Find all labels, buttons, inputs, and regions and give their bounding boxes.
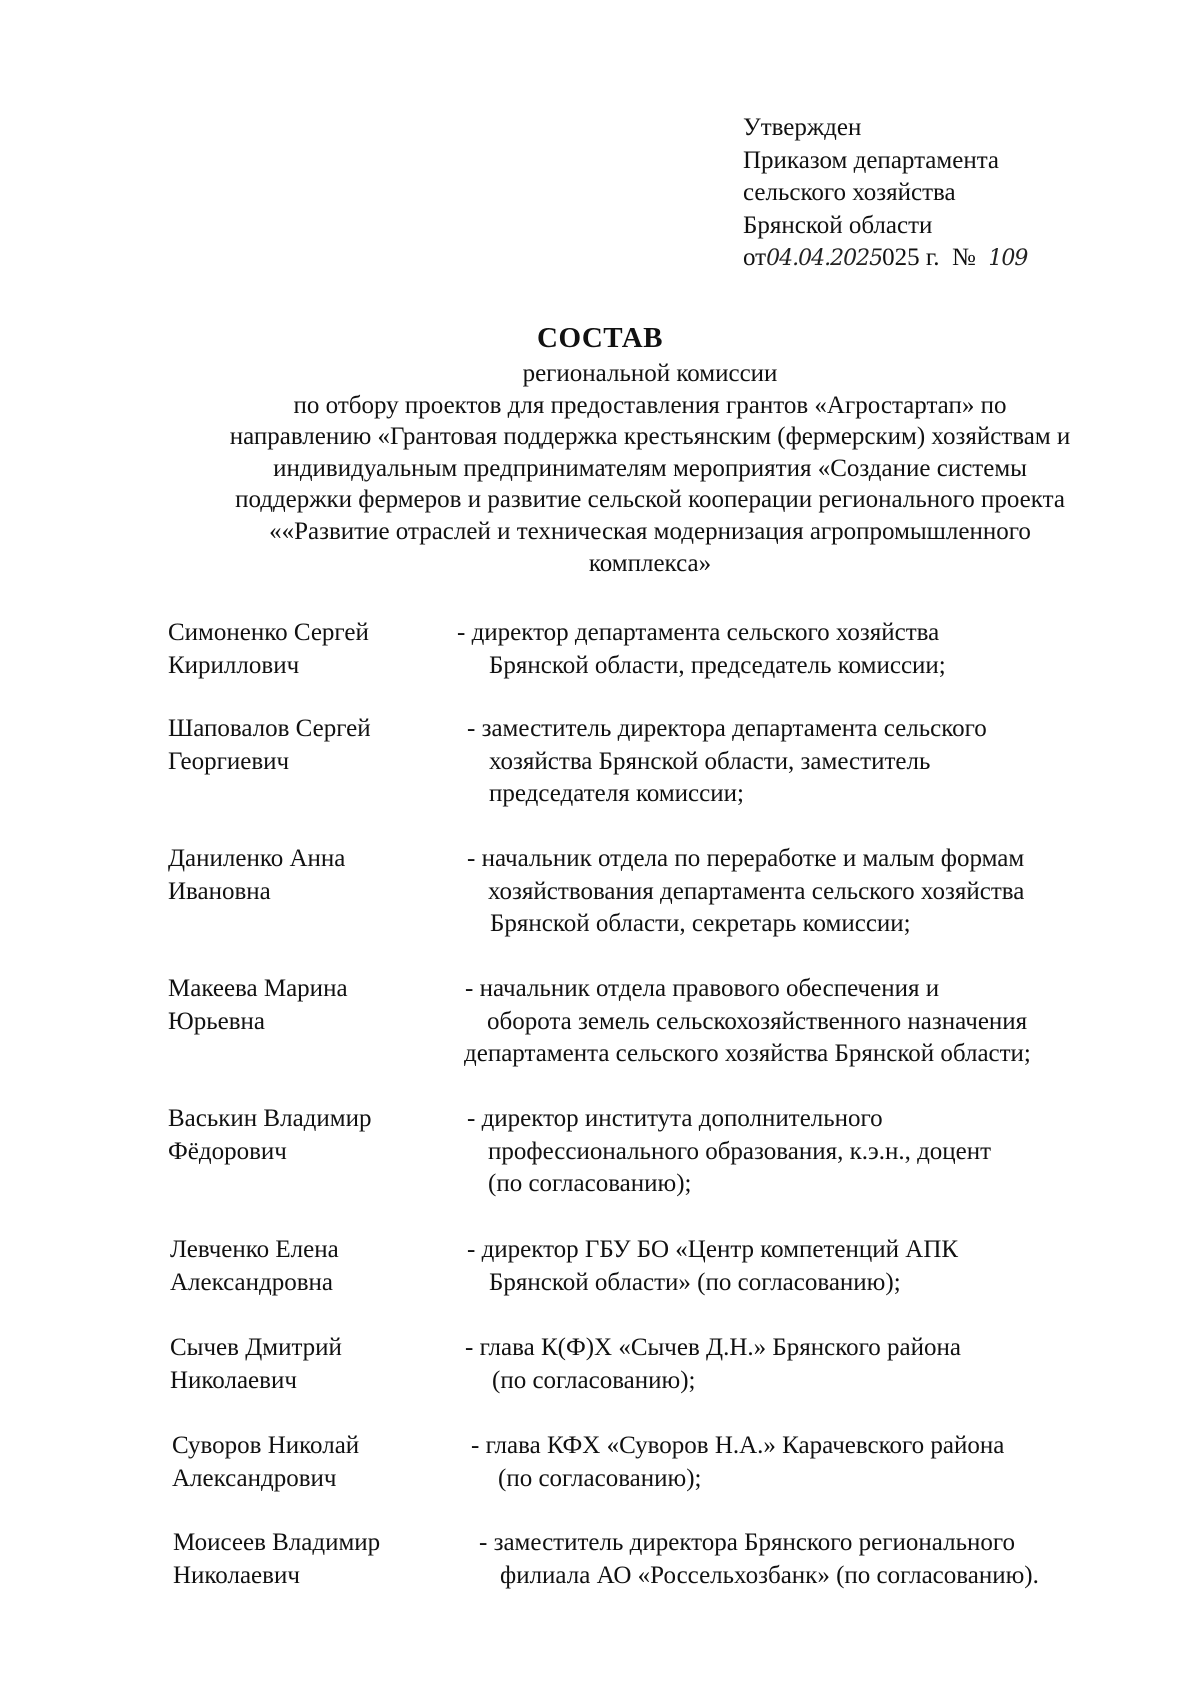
member-name xyxy=(172,1430,359,1495)
member-role-line: профессионального образования, к.э.н., доцент xyxy=(488,1137,992,1165)
member-name-line: Юрьевна xyxy=(168,1007,265,1035)
member-role-line: хозяйства Брянской области, заместитель xyxy=(489,747,931,775)
member-role xyxy=(465,973,1031,1071)
member-role-line: - директор департамента сельского хозяйства xyxy=(457,619,940,646)
member-role-line: - заместитель директора департамента сельского xyxy=(467,715,987,742)
member-name-line: Симоненко Сергей xyxy=(168,619,369,646)
member-name xyxy=(168,973,348,1038)
member-role-line: - начальник отдела по переработке и малым формам xyxy=(467,845,1025,872)
member-role-line: Брянской области» (по согласованию); xyxy=(489,1268,901,1296)
subtitle-line: комплекса» xyxy=(588,549,712,577)
member-role-line: (по согласованию); xyxy=(498,1464,702,1492)
member-role xyxy=(479,1527,1039,1592)
member-role-line: - директор ГБУ БО «Центр компетенций АПК xyxy=(467,1236,959,1263)
member-name xyxy=(168,1103,371,1168)
member-role-line: хозяйствования департамента сельского хозяйства xyxy=(488,877,1025,905)
member-name-line: Макеева Марина xyxy=(168,975,348,1002)
document-title: СОСТАВ xyxy=(537,322,663,354)
member-name-line: Николаевич xyxy=(170,1366,297,1394)
member-name-line: Александрович xyxy=(172,1464,337,1492)
member-role xyxy=(467,1234,958,1299)
member-role-line: - глава КФХ «Суворов Н.А.» Карачевского района xyxy=(471,1432,1005,1459)
number-label: № xyxy=(952,244,976,271)
member-role xyxy=(465,1332,961,1397)
member-role-line: Брянской области, секретарь комиссии; xyxy=(490,910,911,937)
member-name-line: Васькин Владимир xyxy=(168,1105,372,1132)
subtitle-line: региональной комиссии xyxy=(522,360,778,387)
approval-line-3: сельского хозяйства xyxy=(743,179,956,206)
member-role xyxy=(467,1103,991,1201)
member-name-line: Николаевич xyxy=(173,1561,300,1589)
member-name-line: Левченко Елена xyxy=(170,1236,339,1263)
date-suffix: 025 г. xyxy=(882,244,940,271)
approval-line-1: Утвержден xyxy=(743,114,862,141)
member-role-line: департамента сельского хозяйства Брянской области; xyxy=(464,1040,1031,1067)
approval-line-2: Приказом департамента xyxy=(743,146,1000,174)
member-role-line: - заместитель директора Брянского регионального xyxy=(479,1529,1015,1556)
member-name-line: Фёдорович xyxy=(168,1137,287,1165)
member-name-line: Ивановна xyxy=(168,877,271,905)
member-role-line: филиала АО «Россельхозбанк» (по согласованию). xyxy=(500,1561,1039,1589)
handwritten-date: 04.04.2025 xyxy=(766,246,883,271)
handwritten-number: 109 xyxy=(988,246,1028,271)
member-role xyxy=(457,617,946,682)
subtitle-line: индивидуальным предпринимателям мероприятия «Создание системы xyxy=(273,454,1027,482)
member-name xyxy=(168,713,371,778)
subtitle-line: ««Развитие отраслей и техническая модернизация агропромышленного xyxy=(269,517,1031,545)
subtitle-line: по отбору проектов для предоставления грантов «Агростартап» по xyxy=(293,391,1007,419)
date-prefix: от xyxy=(743,244,767,271)
member-name-line: Моисеев Владимир xyxy=(173,1529,381,1556)
subtitle-line: направлению «Грантовая поддержка крестьянским (фермерским) хозяйствам и xyxy=(229,423,1071,451)
member-role-line: - директор института дополнительного xyxy=(467,1105,883,1132)
member-name-line: Георгиевич xyxy=(168,747,290,775)
member-role-line: председателя комиссии; xyxy=(489,780,744,807)
member-role-line: Брянской области, председатель комиссии; xyxy=(489,651,946,679)
member-name-line: Сычев Дмитрий xyxy=(170,1334,342,1361)
member-name-line: Суворов Николай xyxy=(172,1432,360,1459)
member-role-line: (по согласованию); xyxy=(492,1366,696,1394)
member-name xyxy=(168,617,369,682)
member-role-line: - глава К(Ф)Х «Сычев Д.Н.» Брянского района xyxy=(465,1334,961,1361)
member-name xyxy=(170,1234,339,1299)
subtitle-line: поддержки фермеров и развитие сельской кооперации регионального проекта xyxy=(235,486,1065,514)
member-name-line: Александровна xyxy=(170,1268,334,1296)
member-name xyxy=(173,1527,380,1592)
member-role-line: (по согласованию); xyxy=(488,1170,692,1197)
member-name-line: Даниленко Анна xyxy=(168,845,346,872)
member-role xyxy=(471,1430,1004,1495)
member-role xyxy=(467,713,987,811)
member-name xyxy=(170,1332,342,1397)
member-role xyxy=(467,843,1024,941)
member-name xyxy=(168,843,345,908)
member-role-line: оборота земель сельскохозяйственного назначения xyxy=(487,1007,1028,1035)
member-name-line: Шаповалов Сергей xyxy=(168,715,371,742)
approval-line-4: Брянской области xyxy=(743,211,933,239)
member-role-line: - начальник отдела правового обеспечения и xyxy=(465,975,940,1002)
member-name-line: Кириллович xyxy=(168,651,300,679)
